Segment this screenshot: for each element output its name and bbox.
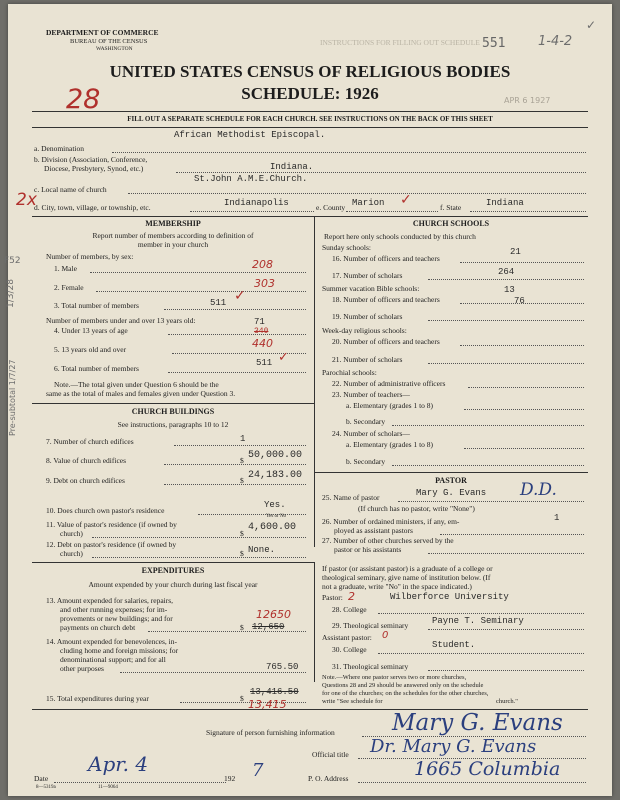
- section-rule: [32, 216, 588, 217]
- q14-value: 765.50: [266, 662, 299, 672]
- margin-pencil-note: Pre-subtotal 1/7/27: [8, 359, 17, 436]
- county-line: [346, 211, 438, 212]
- q22-line: [468, 387, 584, 388]
- q9-value: 24,183.00: [248, 470, 303, 481]
- q26-line: [440, 534, 584, 535]
- q2-female-value: 303: [254, 277, 275, 290]
- division-line: [176, 172, 586, 173]
- q9-label: 9. Debt on church edifices: [46, 476, 125, 485]
- q25-degree: D.D.: [520, 480, 557, 500]
- q13-label-line2: and other running expenses; for im-: [60, 605, 168, 614]
- q10-yes-no-tag: Yes or No: [266, 514, 287, 519]
- q3-line: [164, 309, 306, 310]
- po-address-label: P. O. Address: [308, 774, 349, 783]
- q12-label-line1: 12. Debt on pastor's residence (if owned by: [46, 540, 177, 549]
- q4-under13-value: 71: [254, 317, 265, 327]
- q10-line: [198, 514, 306, 515]
- signature-value: Mary G. Evans: [392, 710, 563, 736]
- q3-check-icon: ✓: [234, 288, 246, 304]
- date-line: [54, 782, 226, 783]
- q26-value: 1: [554, 513, 560, 523]
- q15-dollar: $: [240, 694, 244, 703]
- column-divider: [314, 216, 315, 547]
- q13-label-line4: payments on church debt: [60, 623, 136, 632]
- denomination-value: African Methodist Episcopal.: [174, 130, 326, 140]
- q12-line: [92, 557, 306, 558]
- form-title: UNITED STATES CENSUS OF RELIGIOUS BODIES: [109, 62, 511, 81]
- q5-over13-label: 5. 13 years old and over: [54, 345, 127, 354]
- official-title-label: Official title: [312, 750, 349, 759]
- q13-label-line1: 13. Amount expended for salaries, repairs,: [46, 596, 174, 605]
- assistant-red-mark: 0: [382, 630, 389, 641]
- handwritten-schedule-number: 28: [66, 84, 101, 115]
- q8-dollar: $: [240, 456, 244, 465]
- q16-line: [460, 262, 584, 263]
- q6-check-icon: ✓: [278, 350, 289, 365]
- q4-line: [168, 334, 306, 335]
- q11-dollar: $: [240, 529, 244, 538]
- po-address-line: [358, 782, 586, 783]
- q1-line: [90, 272, 306, 273]
- state-line: [470, 211, 586, 212]
- print-code-2: 11—9064: [98, 785, 118, 790]
- q30-line: [378, 653, 584, 654]
- state-value: Indiana: [486, 198, 524, 208]
- header-rule-2: [32, 127, 588, 128]
- form-subtitle: SCHEDULE: 1926: [241, 84, 379, 103]
- print-code: 8—5319a: [36, 785, 56, 790]
- q3-total-value: 511: [210, 298, 227, 308]
- pastor-heading: PASTOR: [435, 476, 467, 485]
- header-rule: [32, 111, 588, 112]
- q14-label-line2: cluding home and foreign missions; for: [60, 646, 179, 655]
- graduate-instructions-1: If pastor (or assistant pastor) is a graduate of a college or: [322, 564, 493, 573]
- q7-label: 7. Number of church edifices: [46, 437, 134, 446]
- year-printed: 192: [224, 774, 236, 783]
- q8-label: 8. Value of church edifices: [46, 456, 127, 465]
- graduate-instructions-2: theological seminary, give name of institution below. (If: [322, 573, 491, 582]
- age-group-label: Number of members under and over 13 years old:: [46, 316, 196, 325]
- county-check-icon: ✓: [400, 192, 412, 208]
- q12-value: None.: [248, 545, 276, 555]
- q6-line: [168, 372, 306, 373]
- q15-red-value: 13,415: [248, 698, 287, 711]
- q6-total-value: 511: [256, 358, 273, 368]
- q24-label: 24. Number of scholars—: [332, 429, 410, 438]
- margin-red-mark: 2x: [16, 190, 37, 210]
- buildings-instructions: See instructions, paragraphs 10 to 12: [117, 420, 229, 429]
- buildings-heading: CHURCH BUILDINGS: [131, 407, 215, 416]
- pastor-note-3: for one of the churches; on the schedules for the other churches,: [322, 690, 489, 697]
- pastor-rule: [314, 472, 588, 473]
- q7-value: 1: [240, 434, 246, 444]
- q15-line: [180, 702, 306, 703]
- county-value: Marion: [352, 198, 385, 208]
- membership-note-1: Note.—The total given under Question 6 should be the: [54, 380, 219, 389]
- date-label: Date: [34, 774, 49, 783]
- faded-show-through-text: INSTRUCTIONS FOR FILLING OUT SCHEDULE: [320, 38, 480, 47]
- expenditures-rule: [32, 562, 314, 563]
- city-line: [190, 211, 314, 212]
- denomination-line: [112, 152, 586, 153]
- q23a-line: [464, 409, 584, 410]
- q5-over13-value: 440: [252, 337, 273, 350]
- division-label-line1: b. Division (Association, Conference,: [34, 155, 148, 164]
- q17-label: 17. Number of scholars: [332, 271, 403, 280]
- q29-value: Payne T. Seminary: [432, 616, 524, 626]
- q31-line: [428, 670, 584, 671]
- pastor-red-mark: 2: [348, 590, 355, 603]
- q26-label-line2: ployed as assistant pastors: [334, 526, 413, 535]
- q28-value: Wilberforce University: [390, 592, 509, 602]
- local-church-name-value: St.John A.M.E.Church.: [194, 174, 308, 184]
- parochial-schools-label: Parochial schools:: [322, 368, 377, 377]
- census-schedule-sheet: [4, 4, 612, 796]
- form-instruction: FILL OUT A SEPARATE SCHEDULE FOR EACH CHURCH. SEE INSTRUCTIONS ON THE BACK OF THIS SHEET: [127, 115, 493, 123]
- q11-label-line2: church): [60, 529, 83, 538]
- q30-label: 30. College: [332, 645, 367, 654]
- official-title-value: Dr. Mary G. Evans: [370, 736, 537, 757]
- year-handwritten: 7: [252, 760, 264, 781]
- q24a-label: a. Elementary (grades 1 to 8): [346, 440, 434, 449]
- q26-label-line1: 26. Number of ordained ministers, if any, em-: [322, 517, 460, 526]
- q28-line: [378, 613, 584, 614]
- q2-line: [96, 291, 306, 292]
- q15-label: 15. Total expenditures during year: [46, 694, 149, 703]
- date-value: Apr. 4: [88, 752, 149, 776]
- city-label: d. City, town, village, or township, etc.: [34, 203, 151, 212]
- q25-pastor-name: Mary G. Evans: [416, 488, 487, 498]
- q24b-line: [392, 465, 584, 466]
- q12-label-line2: church): [60, 549, 83, 558]
- state-label: f. State: [440, 203, 462, 212]
- q25-line: [398, 501, 584, 502]
- q29-line: [428, 629, 584, 630]
- received-date-stamp: APR 6 1927: [504, 96, 551, 105]
- signature-label: Signature of person furnishing information: [206, 728, 335, 737]
- q11-line: [92, 537, 306, 538]
- q16-value: 21: [510, 247, 521, 257]
- margin-pencil-code: F52: [4, 256, 21, 266]
- q25-note: (If church has no pastor, write "None"): [358, 504, 475, 513]
- q13-red-value: 12650: [256, 608, 291, 621]
- q22-label: 22. Number of administrative officers: [332, 379, 446, 388]
- local-church-line: [128, 193, 586, 194]
- q19-value: 76: [514, 296, 525, 306]
- department-label: DEPARTMENT OF COMMERCE: [46, 28, 159, 37]
- q15-struck-value: 13,416.50: [250, 687, 299, 697]
- schools-intro: Report here only schools conducted by this church: [324, 232, 476, 241]
- division-value: Indiana.: [270, 162, 314, 172]
- members-by-sex-label: Number of members, by sex:: [46, 252, 134, 261]
- q8-value: 50,000.00: [248, 450, 303, 461]
- form-number: 551: [482, 36, 506, 51]
- q25-label: 25. Name of pastor: [322, 493, 380, 502]
- q11-label-line1: 11. Value of pastor's residence (if owned by: [46, 520, 177, 529]
- q14-label-line1: 14. Amount expended for benevolences, in-: [46, 637, 178, 646]
- q31-label: 31. Theological seminary: [332, 662, 409, 671]
- q27-label-line2: pastor or his assistants: [334, 545, 402, 554]
- bureau-label: BUREAU OF THE CENSUS: [70, 38, 148, 45]
- expenditures-heading: EXPENDITURES: [141, 566, 205, 575]
- q21-label: 21. Number of scholars: [332, 355, 403, 364]
- q18-label: 18. Number of officers and teachers: [332, 295, 440, 304]
- q10-value: Yes.: [264, 500, 286, 510]
- q29-label: 29. Theological seminary: [332, 621, 409, 630]
- pastor-note-1: Note.—Where one pastor serves two or more churches,: [322, 674, 467, 681]
- q10-label: 10. Does church own pastor's residence: [46, 506, 165, 515]
- pastor-note-4: write "See schedule for: [322, 698, 383, 705]
- membership-heading: MEMBERSHIP: [145, 219, 201, 228]
- margin-pencil-date: 1/3/28: [6, 279, 16, 308]
- q23-label: 23. Number of teachers—: [332, 390, 410, 399]
- summer-schools-label: Summer vacation Bible schools:: [322, 284, 420, 293]
- membership-intro-2: member in your church: [137, 240, 209, 249]
- q21-line: [428, 363, 584, 364]
- pastor-note-5: church.": [496, 698, 518, 705]
- q9-line: [164, 484, 306, 485]
- weekday-schools-label: Week-day religious schools:: [322, 326, 407, 335]
- q19-label: 19. Number of scholars: [332, 312, 403, 321]
- graduate-instructions-3: not a graduate, write "No" in the space indicated.): [322, 582, 472, 591]
- q14-line: [120, 672, 306, 673]
- q20-line: [460, 345, 584, 346]
- q1-male-value: 208: [252, 258, 273, 271]
- division-label-line2: Diocese, Presbytery, Synod, etc.): [44, 164, 144, 173]
- city-label: WASHINGTON: [96, 46, 133, 52]
- q27-line: [428, 553, 584, 554]
- q2-female-label: 2. Female: [54, 283, 84, 292]
- pastor-note-2: Questions 28 and 29 should be answered only on the schedule: [322, 682, 484, 689]
- q27-label-line1: 27. Number of other churches served by the: [322, 536, 454, 545]
- q14-label-line3: denominational support; and for all: [60, 655, 166, 664]
- q28-label: 28. College: [332, 605, 367, 614]
- pastor-sub-label: Pastor:: [322, 593, 343, 602]
- q12-dollar: $: [240, 549, 244, 558]
- q7-line: [174, 445, 306, 446]
- q11-value: 4,600.00: [248, 522, 297, 533]
- q17-line: [428, 279, 584, 280]
- assistant-pastor-label: Assistant pastor:: [322, 633, 372, 642]
- q3-total-label: 3. Total number of members: [54, 301, 139, 310]
- expenditures-intro: Amount expended by your church during last fiscal year: [88, 580, 258, 589]
- q8-line: [164, 464, 306, 465]
- q23b-line: [392, 425, 584, 426]
- po-address-value: 1665 Columbia: [414, 758, 561, 780]
- check-mark-icon: ✓: [586, 18, 597, 32]
- q24a-line: [464, 448, 584, 449]
- column-divider-lower: [314, 562, 315, 682]
- q20-label: 20. Number of officers and teachers: [332, 337, 440, 346]
- q6-total-label: 6. Total number of members: [54, 364, 139, 373]
- q17-value: 264: [498, 267, 515, 277]
- sunday-schools-label: Sunday schools:: [322, 243, 371, 252]
- schools-heading: CHURCH SCHOOLS: [412, 219, 490, 228]
- q16-label: 16. Number of officers and teachers: [332, 254, 440, 263]
- q30-value: Student.: [432, 640, 476, 650]
- city-value: Indianapolis: [224, 198, 289, 208]
- local-church-label: c. Local name of church: [34, 185, 107, 194]
- buildings-rule: [32, 403, 314, 404]
- q18-value: 13: [504, 285, 515, 295]
- q23b-label: b. Secondary: [346, 417, 386, 426]
- q23a-label: a. Elementary (grades 1 to 8): [346, 401, 434, 410]
- q4-under13-label: 4. Under 13 years of age: [54, 326, 128, 335]
- q13-label-line3: provements or new buildings; and for: [60, 614, 173, 623]
- county-label: e. County: [316, 203, 346, 212]
- q19-line: [428, 320, 584, 321]
- q9-dollar: $: [240, 476, 244, 485]
- q24b-label: b. Secondary: [346, 457, 386, 466]
- q13-dollar: $: [240, 623, 244, 632]
- corner-pencil-note: 1-4-2: [538, 34, 573, 49]
- q1-male-label: 1. Male: [54, 264, 77, 273]
- q4-struck-value: 340: [254, 327, 269, 336]
- q14-label-line4: other purposes: [60, 664, 104, 673]
- q13-struck-value: 12,650: [252, 622, 285, 632]
- membership-note-2: same as the total of males and females given under Question 3.: [46, 389, 236, 398]
- denomination-label: a. Denomination: [34, 144, 84, 153]
- membership-intro-1: Report number of members according to definition of: [92, 231, 254, 240]
